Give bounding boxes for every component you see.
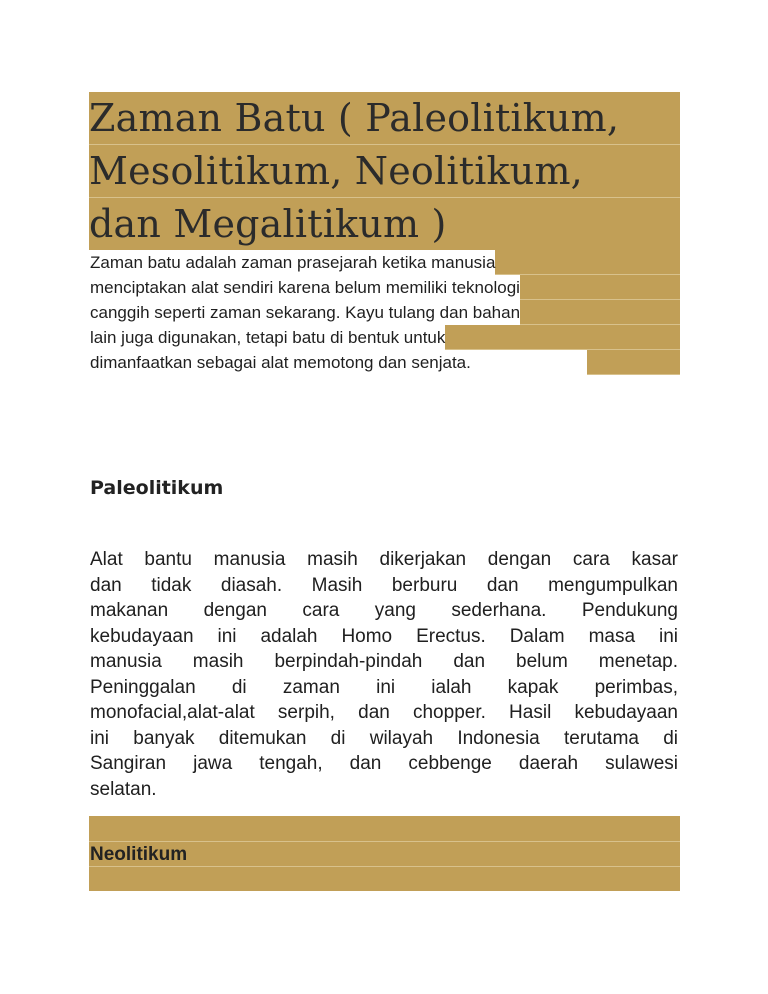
section-heading-neolitikum: Neolitikum: [90, 844, 188, 865]
paragraph-line: monofacial,alat-alat serpih, dan chopper. Hasil kebudayaan: [90, 702, 678, 723]
paragraph-line: dan tidak diasah. Masih berburu dan mengumpulkan: [90, 574, 678, 596]
paragraph-line: Alat bantu manusia masih dikerjakan dengan cara kasar: [90, 549, 678, 570]
title-line: Mesolitikum, Neolitikum,: [89, 145, 680, 198]
paleolitikum-paragraph: [90, 547, 678, 802]
intro-line-text: canggih seperti zaman sekarang. Kayu tulang dan bahan: [89, 300, 520, 325]
highlight-band: [89, 867, 680, 891]
intro-line: [89, 250, 680, 275]
document-title: [89, 92, 680, 251]
section-heading-paleolitikum: Paleolitikum: [90, 477, 224, 499]
paragraph-line: selatan.: [90, 778, 157, 800]
intro-line-text: menciptakan alat sendiri karena belum memiliki teknologi: [89, 275, 520, 300]
intro-line: [89, 325, 680, 350]
title-line: Zaman Batu ( Paleolitikum,: [89, 92, 680, 145]
intro-line-text: Zaman batu adalah zaman prasejarah ketika manusia: [89, 250, 495, 275]
intro-paragraph: [89, 250, 680, 375]
paragraph-line: Peninggalan di zaman ini ialah kapak perimbas,: [90, 676, 678, 698]
highlight-band: [89, 816, 680, 842]
intro-line: [89, 350, 680, 375]
intro-line: [89, 275, 680, 300]
paragraph-line: manusia masih berpindah-pindah dan belum menetap.: [90, 651, 678, 672]
title-line: dan Megalitikum ): [89, 198, 680, 251]
intro-line: [89, 300, 680, 325]
intro-line-text: dimanfaatkan sebagai alat memotong dan senjata.: [89, 350, 471, 375]
intro-line-text: lain juga digunakan, tetapi batu di bentuk untuk: [89, 325, 445, 350]
paragraph-line: kebudayaan ini adalah Homo Erectus. Dalam masa ini: [90, 625, 678, 647]
paragraph-line: makanan dengan cara yang sederhana. Pendukung: [90, 600, 678, 621]
neolitikum-banner: [89, 816, 680, 891]
paragraph-line: ini banyak ditemukan di wilayah Indonesia terutama di: [90, 727, 678, 749]
paragraph-line: Sangiran jawa tengah, dan cebbenge daerah sulawesi: [90, 753, 678, 774]
